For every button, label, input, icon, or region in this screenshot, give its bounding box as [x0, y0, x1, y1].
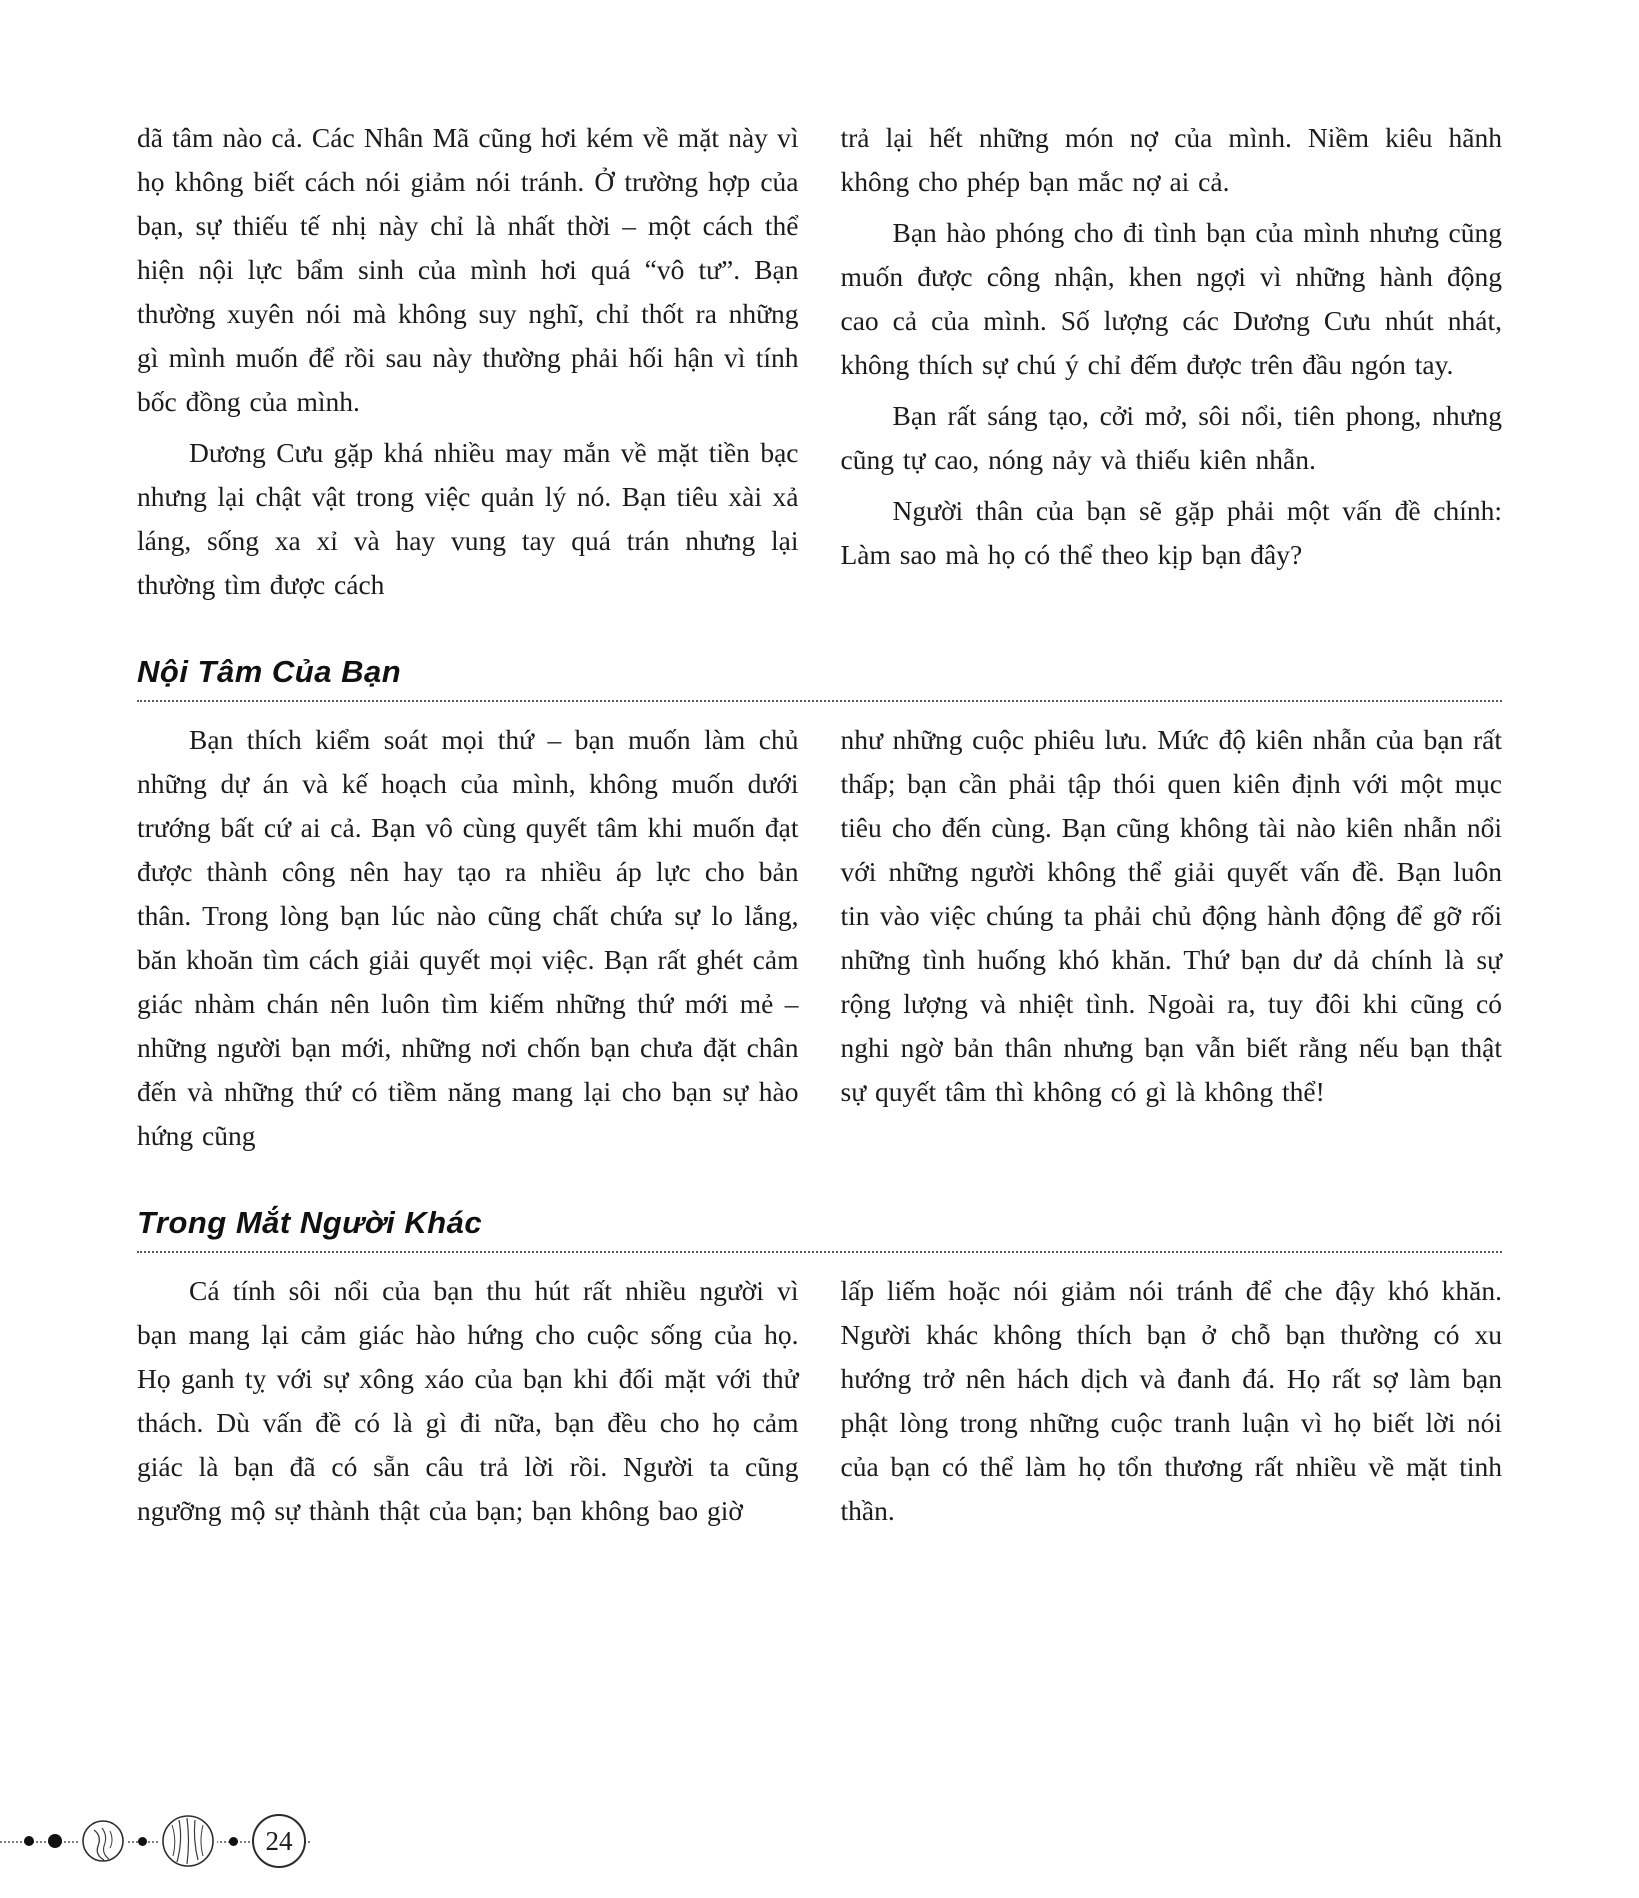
- paragraph: Bạn rất sáng tạo, cởi mở, sôi nổi, tiên phong, nhưng cũng tự cao, nóng nảy và thiếu kiên nhẫn.: [840, 400, 1502, 475]
- paragraph: Người thân của bạn sẽ gặp phải một vấn đề chính: Làm sao mà họ có thể theo kịp bạn đây?: [840, 495, 1502, 570]
- page-content: [137, 116, 1502, 1540]
- dot-icon: [24, 1836, 34, 1846]
- page-number: 24: [265, 1825, 293, 1856]
- inner-self-right-column: [841, 718, 1503, 1165]
- intro-left-column: [137, 116, 799, 614]
- dot-icon: [138, 1837, 147, 1846]
- section-heading-inner-self: [137, 654, 1502, 702]
- paragraph: trả lại hết những món nợ của mình. Niềm kiêu hãnh không cho phép bạn mắc nợ ai cả.: [840, 122, 1502, 197]
- page-number-badge: [252, 1814, 306, 1868]
- paragraph: Bạn thích kiểm soát mọi thứ – bạn muốn làm chủ những dự án và kế hoạch của mình, không muốn dưới trướng bất cứ ai cả. Bạn vô cùng quyết tâm khi muốn đạt được thành công nên hay tạo ra nhiều áp lực cho bản thân. Trong lòng bạn lúc nào cũng chất chứa sự lo lắng, băn khoăn tìm cách giải quyết mọi việc. Bạn rất ghét cảm giác nhàm chán nên luôn tìm kiếm những thứ mới mẻ – những người bạn mới, những nơi chốn bạn chưa đặt chân đến và những thứ có tiềm năng mang lại cho bạn sự hào hứng cũng: [137, 724, 799, 1151]
- heading-divider: [137, 1251, 1502, 1253]
- page-footer: [0, 1810, 310, 1872]
- footer-items: [0, 1810, 310, 1872]
- paragraph: Bạn hào phóng cho đi tình bạn của mình nhưng cũng muốn được công nhận, khen ngợi vì những hành động cao cả của mình. Số lượng các Dương Cưu nhút nhát, không thích sự chú ý chỉ đếm được trên đầu ngón tay.: [840, 217, 1502, 380]
- in-others-eyes-right-column: [841, 1269, 1503, 1540]
- paragraph: như những cuộc phiêu lưu. Mức độ kiên nhẫn của bạn rất thấp; bạn cần phải tập thói quen kiên định với một mục tiêu cho đến cùng. Bạn cũng không tài nào kiên nhẫn nổi với những người không thể giải quyết vấn đề. Bạn luôn tin vào việc chúng ta phải chủ động hành động để gỡ rối những tình huống khó khăn. Thứ bạn dư dả chính là sự rộng lượng và nhiệt tình. Ngoài ra, tuy đôi khi cũng có nghi ngờ bản thân nhưng bạn vẫn biết rằng nếu bạn thật sự quyết tâm thì không có gì là không thể!: [840, 724, 1502, 1107]
- dot-icon: [229, 1837, 238, 1846]
- inner-self-section: [137, 718, 1502, 1165]
- inner-self-left-column: [137, 718, 799, 1165]
- section-heading-in-others-eyes: [137, 1205, 1502, 1253]
- in-others-eyes-section: [137, 1269, 1502, 1540]
- intro-section: [137, 116, 1502, 614]
- planet-ornament-icon: [159, 1812, 217, 1870]
- paragraph: dã tâm nào cả. Các Nhân Mã cũng hơi kém về mặt này vì họ không biết cách nói giảm nói tránh. Ở trường hợp của bạn, sự thiếu tế nhị này chỉ là nhất thời – một cách thể hiện nội lực bẩm sinh của mình hơi quá “vô tư”. Bạn thường xuyên nói mà không suy nghĩ, chỉ thốt ra những gì mình muốn để rồi sau này thường phải hối hận vì tính bốc đồng của mình.: [137, 122, 799, 417]
- intro-right-column: [841, 116, 1503, 614]
- in-others-eyes-left-column: [137, 1269, 799, 1540]
- moon-ornament-icon: [80, 1818, 126, 1864]
- section-title: Trong Mắt Người Khác: [137, 1205, 483, 1240]
- dot-icon: [48, 1834, 62, 1848]
- section-title: Nội Tâm Của Bạn: [137, 654, 402, 689]
- heading-divider: [137, 700, 1502, 702]
- paragraph: Cá tính sôi nổi của bạn thu hút rất nhiều người vì bạn mang lại cảm giác hào hứng cho cuộc sống của họ. Họ ganh tỵ với sự xông xáo của bạn khi đối mặt với thử thách. Dù vấn đề có là gì đi nữa, bạn đều cho họ cảm giác là bạn đã có sẵn câu trả lời rồi. Người ta cũng ngưỡng mộ sự thành thật của bạn; bạn không bao giờ: [137, 1275, 799, 1526]
- paragraph: lấp liếm hoặc nói giảm nói tránh để che đậy khó khăn. Người khác không thích bạn ở chỗ bạn thường có xu hướng trở nên hách dịch và đanh đá. Họ rất sợ làm bạn phật lòng trong những cuộc tranh luận vì họ biết lời nói của bạn có thể làm họ tổn thương rất nhiều về mặt tinh thần.: [840, 1275, 1502, 1526]
- paragraph: Dương Cưu gặp khá nhiều may mắn về mặt tiền bạc nhưng lại chật vật trong việc quản lý nó. Bạn tiêu xài xả láng, sống xa xỉ và hay vung tay quá trán nhưng lại thường tìm được cách: [137, 437, 799, 600]
